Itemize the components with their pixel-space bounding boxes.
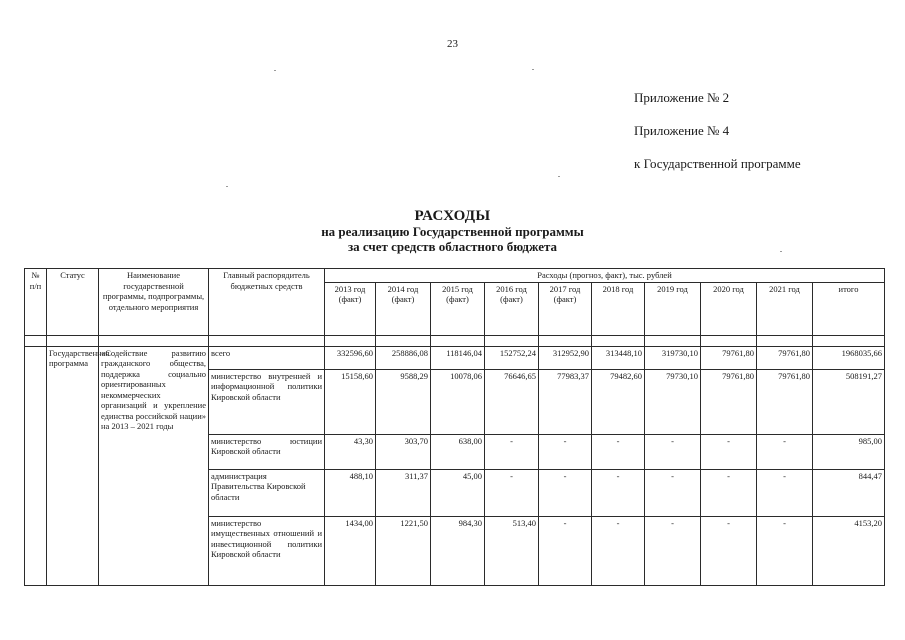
- header-year: 2017 год (факт): [539, 282, 592, 335]
- page-number: 23: [447, 38, 458, 50]
- value-cell: -: [485, 434, 539, 469]
- value-cell: 9588,29: [376, 369, 431, 434]
- manager-cell: министерство юстиции Кировской области: [209, 434, 325, 469]
- header-name: Наименование государственной программы, подпрограммы, отдельного мероприятия: [99, 269, 209, 336]
- value-cell: 15158,60: [325, 369, 376, 434]
- value-cell: 76646,65: [485, 369, 539, 434]
- header-manager: Главный распорядитель бюджетных средств: [209, 269, 325, 336]
- appendix-line-3: к Государственной программе: [634, 156, 801, 171]
- value-cell: -: [701, 434, 757, 469]
- value-cell: -: [539, 516, 592, 585]
- total-cell: 844,47: [813, 469, 885, 516]
- document-title: [0, 209, 905, 254]
- value-cell: -: [645, 469, 701, 516]
- value-cell: -: [645, 516, 701, 585]
- spacer-row: [25, 335, 885, 346]
- value-cell: -: [645, 434, 701, 469]
- value-cell: 1221,50: [376, 516, 431, 585]
- total-cell: 4153,20: [813, 516, 885, 585]
- value-cell: 638,00: [431, 434, 485, 469]
- manager-cell: администрация Правительства Кировской области: [209, 469, 325, 516]
- value-cell: 311,37: [376, 469, 431, 516]
- value-cell: 319730,10: [645, 346, 701, 369]
- header-year: 2014 год (факт): [376, 282, 431, 335]
- value-cell: -: [592, 469, 645, 516]
- total-cell: 985,00: [813, 434, 885, 469]
- value-cell: 43,30: [325, 434, 376, 469]
- scan-speck: [226, 186, 228, 187]
- value-cell: 79761,80: [757, 369, 813, 434]
- value-cell: 118146,04: [431, 346, 485, 369]
- value-cell: 258886,08: [376, 346, 431, 369]
- value-cell: -: [701, 469, 757, 516]
- value-cell: -: [757, 516, 813, 585]
- header-status: Статус: [47, 269, 99, 336]
- header-year: 2018 год: [592, 282, 645, 335]
- value-cell: -: [592, 516, 645, 585]
- program-name-cell: «Содействие развитию гражданского общества, поддержка социально ориентированных некоммерческих организаций и укрепление единства российской нации» на 2013 – 2021 годы: [99, 346, 209, 585]
- value-cell: -: [757, 434, 813, 469]
- value-cell: 1434,00: [325, 516, 376, 585]
- value-cell: 10078,06: [431, 369, 485, 434]
- header-year: 2015 год (факт): [431, 282, 485, 335]
- value-cell: 984,30: [431, 516, 485, 585]
- value-cell: 45,00: [431, 469, 485, 516]
- title-line-2: на реализацию Государственной программы: [321, 224, 584, 239]
- title-line-1: РАСХОДЫ: [414, 208, 491, 224]
- header-row: [25, 269, 885, 283]
- value-cell: 79761,80: [701, 369, 757, 434]
- row-number-cell: [25, 346, 47, 585]
- value-cell: 303,70: [376, 434, 431, 469]
- total-cell: 508191,27: [813, 369, 885, 434]
- value-cell: 152752,24: [485, 346, 539, 369]
- value-cell: 79482,60: [592, 369, 645, 434]
- value-cell: 513,40: [485, 516, 539, 585]
- appendix-line-2: Приложение № 4: [634, 123, 730, 138]
- manager-cell: всего: [209, 346, 325, 369]
- value-cell: 79730,10: [645, 369, 701, 434]
- value-cell: 79761,80: [757, 346, 813, 369]
- manager-cell: министерство внутренней и информационной политики Кировской области: [209, 369, 325, 434]
- scan-speck: [532, 69, 534, 70]
- header-expenses: Расходы (прогноз, факт), тыс. рублей: [325, 269, 885, 283]
- header-year: 2020 год: [701, 282, 757, 335]
- value-cell: -: [539, 434, 592, 469]
- value-cell: -: [701, 516, 757, 585]
- header-year: 2016 год (факт): [485, 282, 539, 335]
- value-cell: -: [485, 469, 539, 516]
- value-cell: -: [592, 434, 645, 469]
- scan-speck: [274, 70, 276, 71]
- value-cell: 312952,90: [539, 346, 592, 369]
- table-row: [25, 346, 885, 369]
- scan-speck: [780, 251, 782, 252]
- value-cell: -: [757, 469, 813, 516]
- header-year: 2019 год: [645, 282, 701, 335]
- value-cell: 79761,80: [701, 346, 757, 369]
- scan-speck: [558, 176, 560, 177]
- value-cell: -: [539, 469, 592, 516]
- value-cell: 77983,37: [539, 369, 592, 434]
- status-cell: Государственная программа: [47, 346, 99, 585]
- title-line-3: за счет средств областного бюджета: [347, 239, 558, 254]
- value-cell: 313448,10: [592, 346, 645, 369]
- header-year: 2013 год (факт): [325, 282, 376, 335]
- header-year: 2021 год: [757, 282, 813, 335]
- header-no: № п/п: [25, 269, 47, 336]
- value-cell: 488,10: [325, 469, 376, 516]
- total-cell: 1968035,66: [813, 346, 885, 369]
- value-cell: 332596,60: [325, 346, 376, 369]
- manager-cell: министерство имущественных отношений и инвестиционной политики Кировской области: [209, 516, 325, 585]
- header-total: итого: [813, 282, 885, 335]
- expenses-table: [24, 268, 885, 586]
- appendix-line-1: Приложение № 2: [634, 90, 730, 105]
